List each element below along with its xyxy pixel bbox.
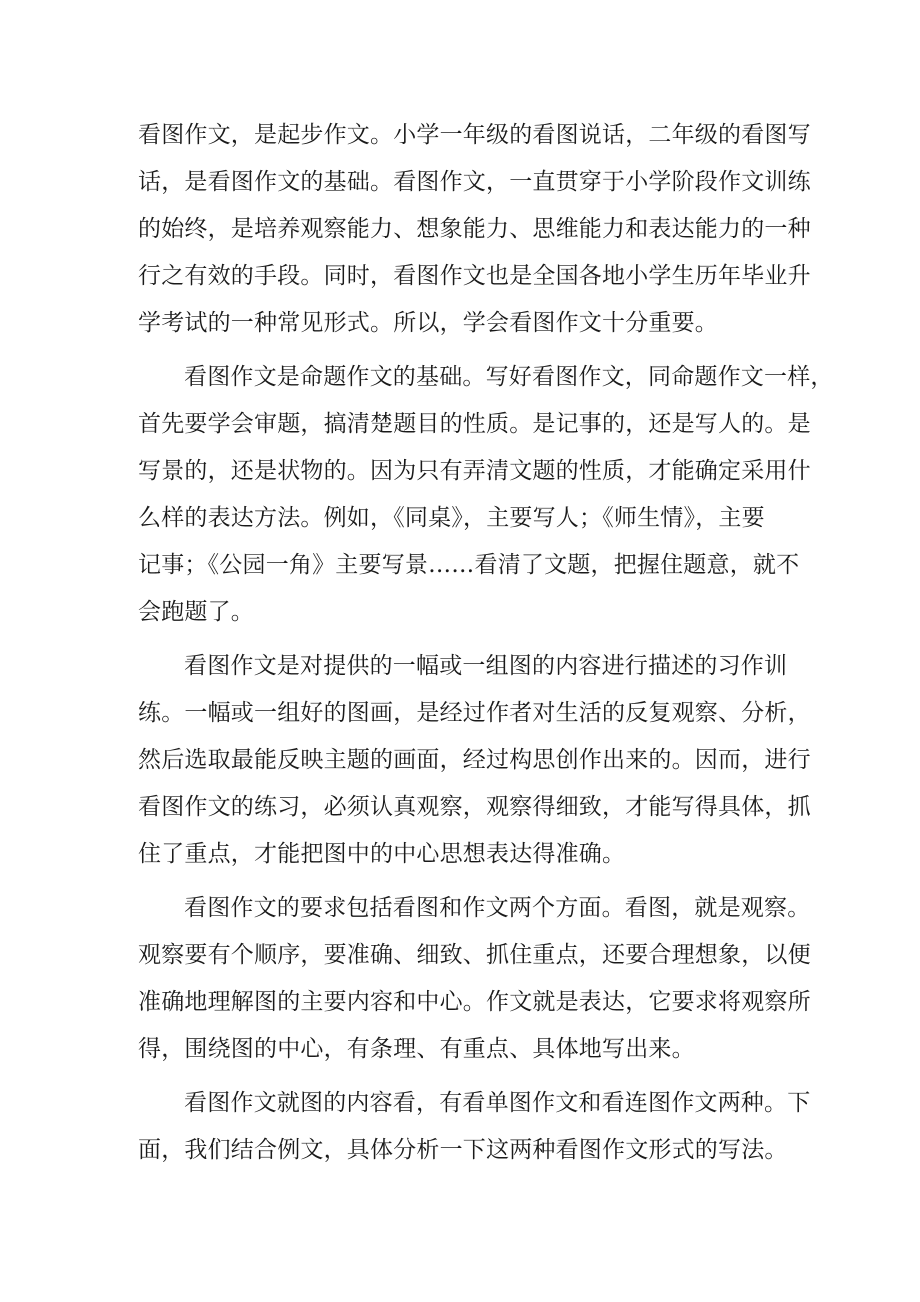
text-line: 准确地理解图的主要内容和中心。作文就是表达，它要求将观察所 <box>138 989 811 1015</box>
text-line: 行之有效的手段。同时，看图作文也是全国各地小学生历年毕业升 <box>138 263 811 289</box>
text-line: 会跑题了。 <box>138 599 254 625</box>
text-line: 看图作文就图的内容看，有看单图作文和看连图作文两种。下 <box>184 1090 811 1116</box>
text-line: 住了重点，才能把图中的中心思想表达得准确。 <box>138 841 626 867</box>
text-line: 看图作文，是起步作文。小学一年级的看图说话，二年级的看图写 <box>138 122 811 148</box>
text-line: 首先要学会审题，搞清楚题目的性质。是记事的，还是写人的。是 <box>138 411 811 437</box>
text-line: 练。一幅或一组好的图画，是经过作者对生活的反复观察、分析， <box>138 700 811 726</box>
text-line: 写景的，还是状物的。因为只有弄清文题的性质，才能确定采用什 <box>138 458 811 484</box>
text-line: 然后选取最能反映主题的画面，经过构思创作出来的。因而，进行 <box>138 747 811 773</box>
text-line: 面，我们结合例文，具体分析一下这两种看图作文形式的写法。 <box>138 1137 788 1163</box>
text-line: 看图作文的要求包括看图和作文两个方面。看图，就是观察。 <box>184 895 811 921</box>
text-line: 学考试的一种常见形式。所以，学会看图作文十分重要。 <box>138 310 718 336</box>
paragraph-4 <box>138 885 811 1073</box>
text-line: 看图作文是命题作文的基础。写好看图作文，同命题作文一样， <box>184 364 834 390</box>
text-line: 么样的表达方法。例如，《同桌》，主要写人；《师生情》，主要 <box>138 505 765 531</box>
paragraph-3 <box>138 643 811 878</box>
text-line: 看图作文是对提供的一幅或一组图的内容进行描述的习作训 <box>184 653 788 679</box>
paragraph-2 <box>138 354 834 636</box>
text-line: 记事；《公园一角》主要写景……看清了文题，把握住题意，就不 <box>138 552 800 578</box>
text-line: 的始终，是培养观察能力、想象能力、思维能力和表达能力的一种 <box>138 216 811 242</box>
paragraph-1 <box>138 112 811 347</box>
text-line: 话，是看图作文的基础。看图作文，一直贯穿于小学阶段作文训练 <box>138 169 811 195</box>
text-line: 得，围绕图的中心，有条理、有重点、具体地写出来。 <box>138 1036 695 1062</box>
paragraph-5 <box>138 1080 811 1174</box>
text-line: 看图作文的练习，必须认真观察，观察得细致，才能写得具体，抓 <box>138 794 811 820</box>
document-body <box>138 112 834 1174</box>
text-line: 观察要有个顺序，要准确、细致、抓住重点，还要合理想象，以便 <box>138 942 811 968</box>
